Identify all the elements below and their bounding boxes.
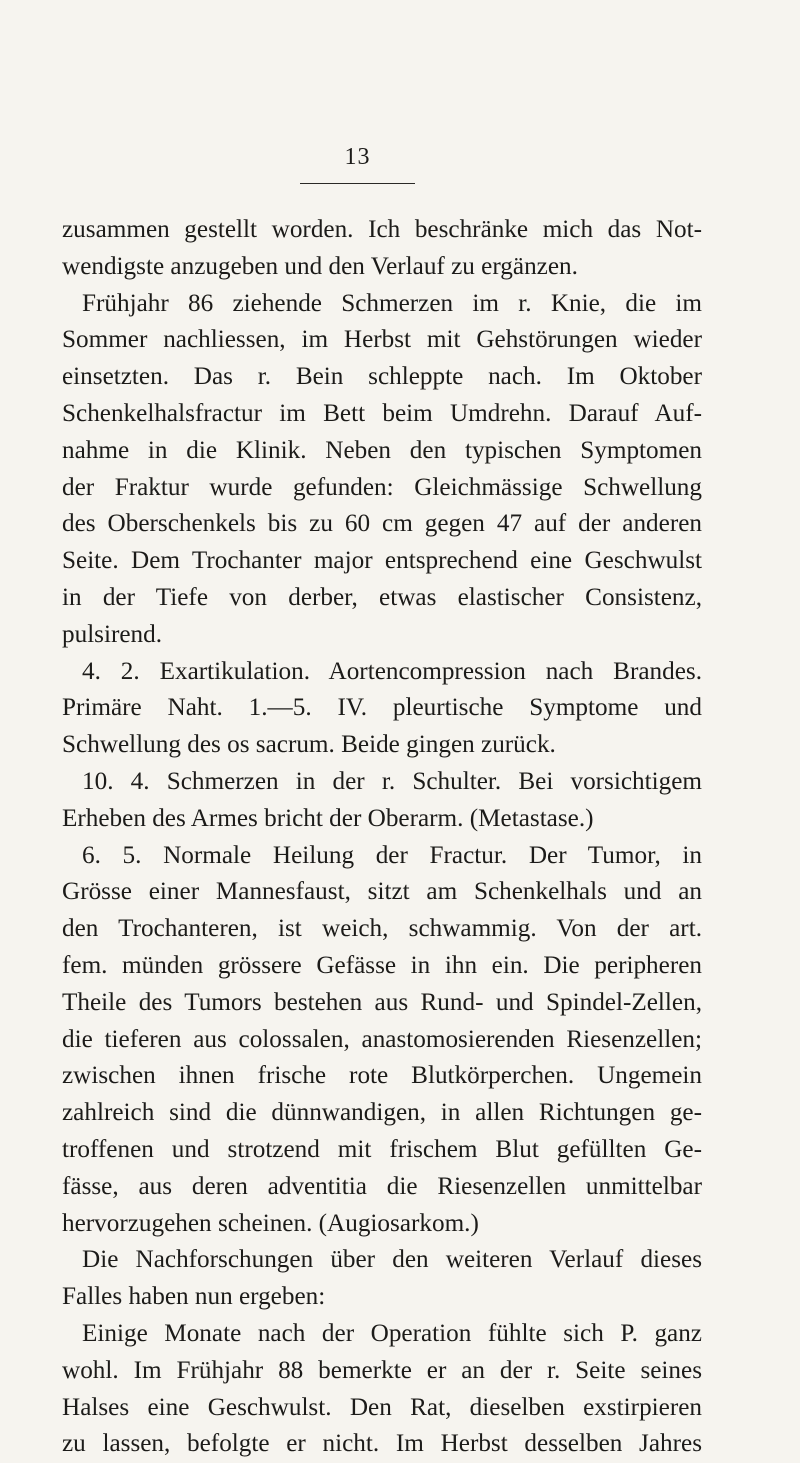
text-line: zu lassen, befolgte er nicht. Im Herbst desselben Jahres [62,1430,702,1458]
page-number-rule [300,183,415,184]
text-line: fem. münden grössere Gefässe in ihn ein. Die peripheren [62,951,702,979]
text-line: pulsirend. [62,620,163,648]
text-line: Theile des Tumors bestehen aus Rund- und Spindel-Zellen, [62,988,702,1016]
text-line: zusammen gestellt worden. Ich beschränke mich das Not- [62,216,702,243]
text-line: Erheben des Armes bricht der Oberarm. (Metastase.) [62,804,594,832]
text-line: zahlreich sind die dünnwandigen, in allen Richtungen ge- [62,1099,702,1127]
text-line: nahme in die Klinik. Neben den typischen Symptomen [62,436,702,464]
text-line: zwischen ihnen frische rote Blutkörperchen. Ungemein [62,1062,702,1090]
text-line: des Oberschenkels bis zu 60 cm gegen 47 auf der anderen [62,510,702,538]
text-line: Einige Monate nach der Operation fühlte sich P. ganz [82,1319,702,1347]
text-line: 10. 4. Schmerzen in der r. Schulter. Bei vorsichtigem [82,767,702,795]
text-line: fässe, aus deren adventitia die Riesenzellen unmittelbar [62,1172,702,1200]
text-line: wohl. Im Frühjahr 88 bemerkte er an der r. Seite seines [62,1356,702,1384]
text-line: Halses eine Geschwulst. Den Rat, dieselben exstirpieren [62,1393,702,1421]
text-line: Schenkelhalsfractur im Bett beim Umdrehn. Darauf Auf- [62,399,702,427]
text-line: der Fraktur wurde gefunden: Gleichmässige Schwellung [62,473,702,501]
text-line: Primäre Naht. 1.—5. IV. pleurtische Symptome und [62,694,702,722]
text-line: troffenen und strotzend mit frischem Blut gefüllten Ge- [62,1135,702,1163]
text-line: hervorzugehen scheinen. (Augiosarkom.) [62,1209,479,1237]
text-line: die tieferen aus colossalen, anastomosierenden Riesenzellen; [62,1025,702,1053]
page-number: 13 [344,144,371,170]
text-line: wendigste anzugeben und den Verlauf zu ergänzen. [62,252,578,280]
text-line: einsetzten. Das r. Bein schleppte nach. Im Oktober [62,363,702,391]
text-line: 6. 5. Normale Heilung der Fractur. Der Tumor, in [82,841,702,869]
text-line: Seite. Dem Trochanter major entsprechend eine Geschwulst [62,547,702,575]
text-line: Die Nachforschungen über den weiteren Verlauf dieses [82,1246,702,1274]
text-line: den Trochanteren, ist weich, schwammig. Von der art. [62,915,702,943]
text-line: 4. 2. Exartikulation. Aortencompression nach Brandes. [82,657,702,685]
text-line: Falles haben nun ergeben: [62,1283,326,1311]
text-line: Sommer nachliessen, im Herbst mit Gehstörungen wieder [62,326,702,354]
text-line: Frühjahr 86 ziehende Schmerzen im r. Knie, die im [82,289,702,317]
text-line: Schwellung des os sacrum. Beide gingen zurück. [62,731,556,759]
body-text [62,212,702,1463]
text-line: Grösse einer Mannesfaust, sitzt am Schenkelhals und an [62,878,702,906]
text-line: in der Tiefe von derber, etwas elastischer Consistenz, [62,583,702,611]
